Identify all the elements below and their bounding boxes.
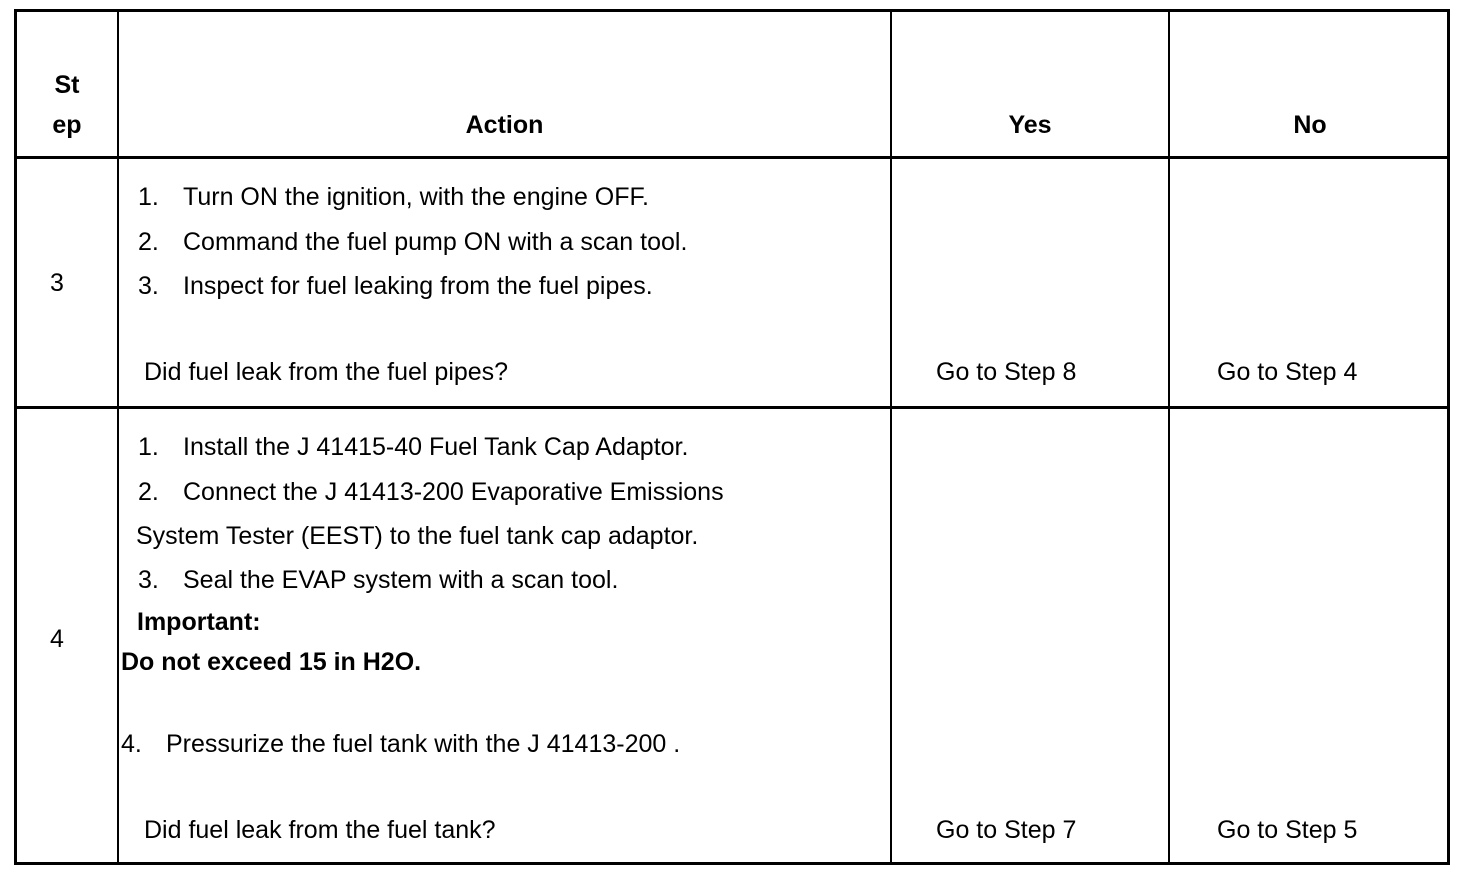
important-text: Do not exceed 15 in H2O. <box>121 648 422 676</box>
step-3-item-1 <box>138 182 649 212</box>
item-number: 4. <box>121 730 142 758</box>
diagnostic-table <box>14 9 1450 865</box>
header-step <box>17 70 117 140</box>
item-text: Inspect for fuel leaking from the fuel pipes. <box>183 272 653 300</box>
item-number: 2. <box>138 228 159 256</box>
item-number: 2. <box>138 478 159 506</box>
step-4-no-result: Go to Step 5 <box>1217 816 1358 844</box>
row-divider-step-3 <box>17 406 1447 409</box>
header-action: Action <box>465 111 544 139</box>
step-4-item-4 <box>121 729 680 759</box>
item-number: 3. <box>138 272 159 300</box>
step-4-item-3 <box>138 565 618 595</box>
important-label: Important: <box>137 608 261 636</box>
item-text: Command the fuel pump ON with a scan tool. <box>183 228 688 256</box>
step-4-item-1 <box>138 432 688 462</box>
item-number: 1. <box>138 183 159 211</box>
item-text: Turn ON the ignition, with the engine OFF. <box>183 183 649 211</box>
item-text: Install the J 41415-40 Fuel Tank Cap Adaptor. <box>183 433 689 461</box>
item-text: Connect the J 41413-200 Evaporative Emissions <box>183 478 724 506</box>
step-number-4: 4 <box>50 625 64 653</box>
step-4-question: Did fuel leak from the fuel tank? <box>144 816 496 844</box>
step-3-question: Did fuel leak from the fuel pipes? <box>144 358 509 386</box>
header-step-line2: ep <box>52 111 82 139</box>
step-number-3: 3 <box>50 269 64 297</box>
item-number: 1. <box>138 433 159 461</box>
header-step-line1: St <box>54 71 80 99</box>
row-divider-header <box>17 156 1447 159</box>
item-text: Pressurize the fuel tank with the J 41413-200 . <box>166 730 681 758</box>
step-4-item-2-continued: System Tester (EEST) to the fuel tank cap adaptor. <box>136 522 699 550</box>
step-4-yes-result: Go to Step 7 <box>936 816 1077 844</box>
item-number: 3. <box>138 566 159 594</box>
step-3-item-2 <box>138 227 687 257</box>
step-3-item-3 <box>138 271 653 301</box>
step-4-item-2 <box>138 477 724 507</box>
item-text: Seal the EVAP system with a scan tool. <box>183 566 619 594</box>
header-no: No <box>1293 111 1327 139</box>
step-3-yes-result: Go to Step 8 <box>936 358 1077 386</box>
step-3-no-result: Go to Step 4 <box>1217 358 1358 386</box>
header-yes: Yes <box>1008 111 1052 139</box>
